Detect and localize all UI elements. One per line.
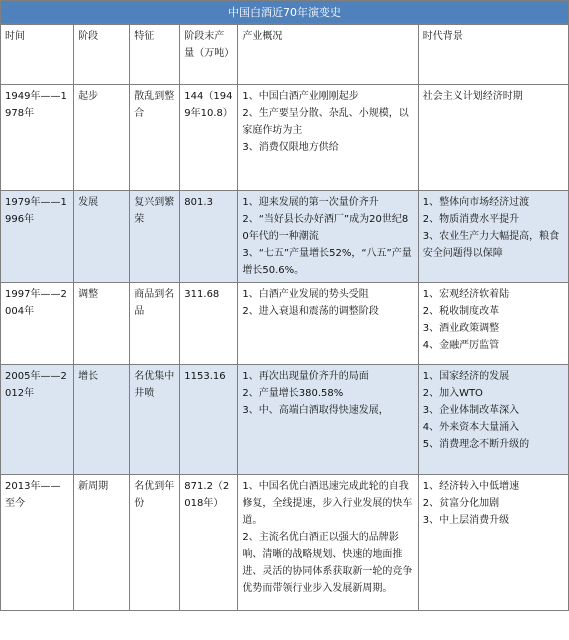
header-row [1, 25, 569, 85]
cell-background [418, 475, 568, 611]
cell-industry-line: 1、再次出现量价齐升的局面 [242, 371, 369, 382]
cell-background-line: 4、外来资本大量涌入 [422, 422, 520, 433]
cell-industry-line: 2、生产要呈分散、杂乱、小规模，以家庭作坊为主 [242, 108, 409, 136]
header-feature: 特征 [130, 25, 180, 85]
header-industry: 产业概况 [238, 25, 418, 85]
cell-feature: 名优到年份 [130, 475, 180, 611]
cell-industry-line: 2、主流名优白酒正以强大的品牌影响、清晰的战略规划、快速的地面推进、灵活的协同体系获取新一轮的竞争优势而带领行业步入发展新周期。 [242, 532, 413, 594]
cell-background-line: 1、整体向市场经济过渡 [422, 197, 530, 208]
cell-industry [238, 283, 418, 365]
cell-industry [238, 191, 418, 283]
cell-background-line: 2、贫富分化加剧 [422, 498, 500, 509]
cell-industry [238, 475, 418, 611]
cell-industry-line: 3、“七五”产量增长52%，“八五”产量增长50.6%。 [242, 248, 412, 276]
cell-background-line: 3、中上层消费升级 [422, 515, 510, 526]
cell-industry-line: 3、消费仅限地方供给 [242, 142, 339, 153]
header-time: 时间 [1, 25, 74, 85]
cell-background-line: 3、企业体制改革深入 [422, 405, 520, 416]
cell-time: 1949年——1978年 [1, 85, 74, 191]
cell-industry-line: 2、“当好县长办好酒厂”成为20世纪80年代的一种潮流 [242, 214, 409, 242]
cell-background-line: 社会主义计划经济时期 [422, 91, 523, 102]
cell-output: 801.3 [180, 191, 238, 283]
cell-industry [238, 85, 418, 191]
cell-background [418, 365, 568, 475]
table-row [1, 191, 569, 283]
cell-background-line: 5、消费理念不断升级的 [422, 439, 530, 450]
header-stage: 阶段 [74, 25, 130, 85]
table-row [1, 475, 569, 611]
cell-output: 144（1949年10.8） [180, 85, 238, 191]
cell-industry-line: 2、进入衰退和震荡的调整阶段 [242, 306, 379, 317]
cell-background [418, 85, 568, 191]
cell-output: 871.2（2018年） [180, 475, 238, 611]
cell-background-line: 2、税收制度改革 [422, 306, 500, 317]
header-background: 时代背景 [418, 25, 568, 85]
cell-feature: 复兴到繁荣 [130, 191, 180, 283]
cell-industry-line: 3、中、高端白酒取得快速发展， [242, 405, 389, 416]
cell-time: 1997年——2004年 [1, 283, 74, 365]
cell-output: 311.68 [180, 283, 238, 365]
cell-output: 1153.16 [180, 365, 238, 475]
cell-feature: 商品到名品 [130, 283, 180, 365]
cell-background-line: 3、酒业政策调整 [422, 323, 500, 334]
header-output: 阶段末产量（万吨） [180, 25, 238, 85]
cell-feature: 散乱到整合 [130, 85, 180, 191]
cell-industry-line: 2、产量增长380.58% [242, 388, 344, 399]
cell-background-line: 1、经济转入中低增速 [422, 481, 520, 492]
cell-background [418, 283, 568, 365]
cell-industry-line: 1、中国名优白酒迅速完成此轮的自我修复，全线提速，步入行业发展的快车道。 [242, 481, 413, 526]
table-title: 中国白酒近70年演变史 [0, 0, 569, 24]
cell-stage: 增长 [74, 365, 130, 475]
cell-stage: 起步 [74, 85, 130, 191]
cell-industry-line: 1、白酒产业发展的势头受阻 [242, 289, 369, 300]
cell-background-line: 1、宏观经济软着陆 [422, 289, 510, 300]
cell-time: 1979年——1996年 [1, 191, 74, 283]
cell-feature: 名优集中井喷 [130, 365, 180, 475]
table-row [1, 283, 569, 365]
cell-stage: 调整 [74, 283, 130, 365]
cell-industry-line: 1、中国白酒产业刚刚起步 [242, 91, 359, 102]
cell-time: 2005年——2012年 [1, 365, 74, 475]
cell-background-line: 1、国家经济的发展 [422, 371, 510, 382]
cell-background-line: 2、加入WTO [422, 388, 483, 399]
cell-industry [238, 365, 418, 475]
cell-background [418, 191, 568, 283]
table-row [1, 365, 569, 475]
cell-stage: 新周期 [74, 475, 130, 611]
cell-background-line: 3、农业生产力大幅提高，粮食安全问题得以保障 [422, 231, 560, 259]
cell-stage: 发展 [74, 191, 130, 283]
table-row [1, 85, 569, 191]
cell-background-line: 4、金融严厉监管 [422, 340, 500, 351]
cell-background-line: 2、物质消费水平提升 [422, 214, 520, 225]
cell-time: 2013年——至今 [1, 475, 74, 611]
evolution-table [0, 24, 569, 611]
cell-industry-line: 1、迎来发展的第一次量价齐升 [242, 197, 379, 208]
